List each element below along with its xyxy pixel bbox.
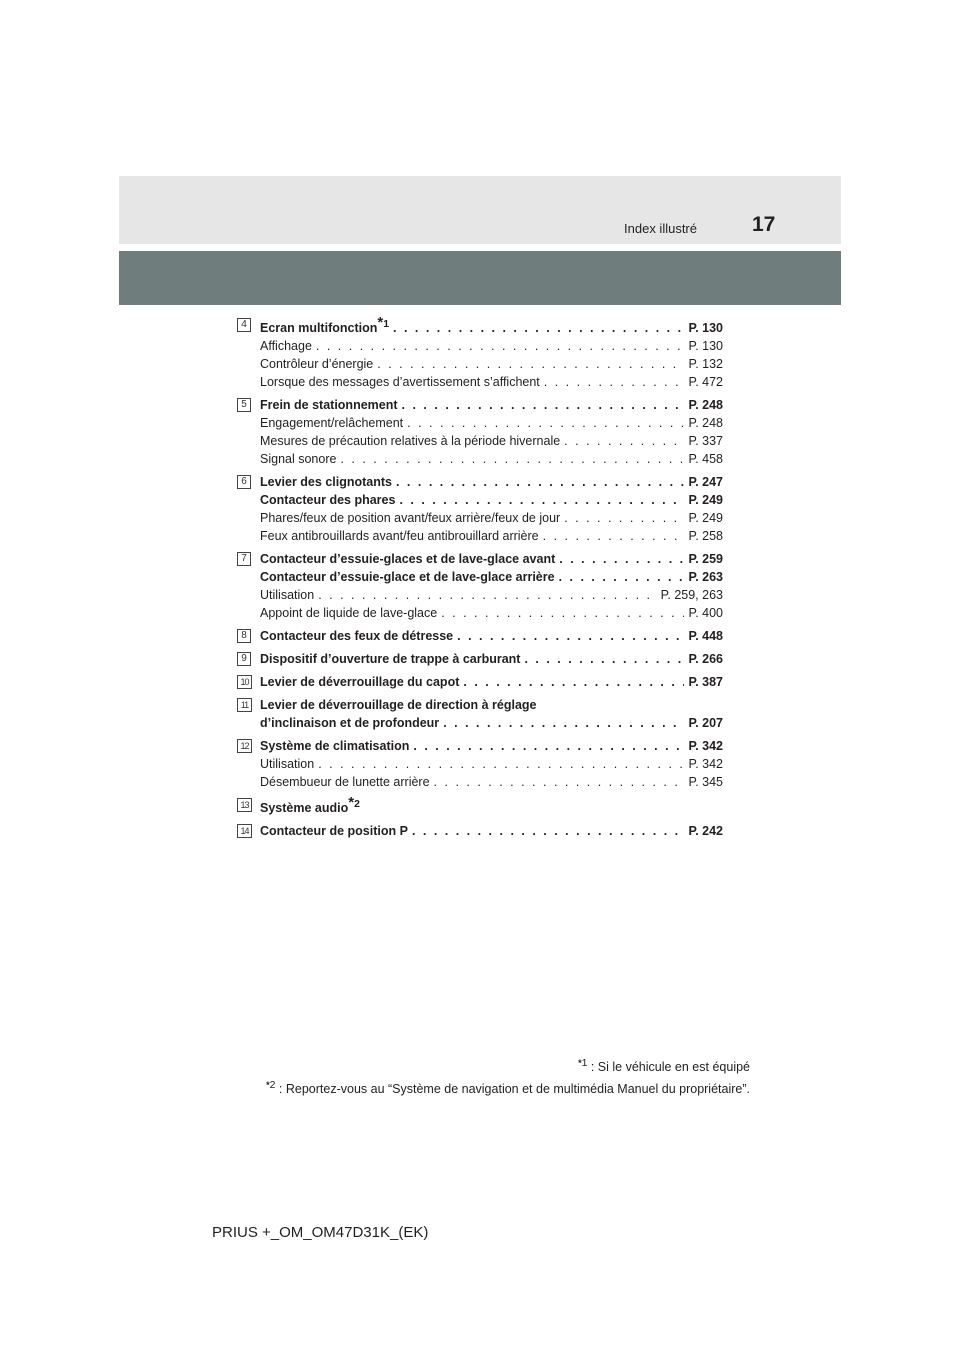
dot-leader — [413, 737, 684, 755]
entry-label — [260, 373, 540, 391]
index-entry[interactable] — [260, 568, 723, 586]
page-reference[interactable]: P. 242 — [688, 824, 723, 839]
entry-label-text: Système audio — [260, 801, 349, 816]
entry-label — [260, 650, 520, 668]
entry-label-text: Contacteur de position P — [260, 824, 408, 839]
index-entry[interactable] — [260, 673, 723, 691]
dot-leader — [524, 650, 684, 668]
dot-leader — [559, 568, 685, 586]
entry-label — [260, 432, 560, 450]
callout-number-badge: 9 — [237, 652, 251, 666]
entry-label-text: Contacteur des phares — [260, 493, 396, 508]
index-entry[interactable] — [260, 414, 723, 432]
header-band-dark — [119, 251, 841, 305]
index-entry[interactable] — [260, 773, 723, 791]
footnote-number: 1 — [581, 1058, 588, 1069]
entry-label-text: Contacteur d’essuie-glace et de lave-glace arrière — [260, 570, 555, 585]
index-entry[interactable] — [260, 586, 723, 604]
dot-leader — [463, 673, 684, 691]
entry-label-text: Appoint de liquide de lave-glace — [260, 606, 438, 621]
index-entry[interactable] — [260, 604, 723, 622]
index-entry[interactable] — [260, 337, 723, 355]
dot-leader — [434, 773, 685, 791]
entry-label-text: Contacteur d’essuie-glaces et de lave-glace avant — [260, 552, 556, 567]
entry-label — [260, 509, 560, 527]
entry-label-text: Système de climatisation — [260, 739, 410, 754]
dot-leader — [316, 337, 685, 355]
callout-number-badge: 14 — [237, 824, 252, 838]
entry-label-text: Feux antibrouillards avant/feu antibrouillard arrière — [260, 529, 539, 544]
callout-number-badge: 12 — [237, 739, 252, 753]
callout-number-badge: 10 — [237, 675, 252, 689]
dot-leader — [402, 396, 685, 414]
dot-leader — [340, 450, 684, 468]
index-entry[interactable] — [260, 737, 723, 755]
page-reference[interactable]: P. 266 — [688, 652, 723, 667]
entry-label-text: Mesures de précaution relatives à la période hivernale — [260, 434, 561, 449]
dot-leader — [396, 473, 684, 491]
entry-label — [260, 737, 409, 755]
entry-label-text: Ecran multifonction — [260, 321, 378, 336]
page-reference[interactable]: P. 259 — [688, 552, 723, 567]
index-group — [237, 316, 723, 391]
index-entry[interactable] — [260, 509, 723, 527]
index-entry[interactable] — [260, 650, 723, 668]
index-entry[interactable] — [260, 316, 723, 337]
entry-label — [260, 414, 403, 432]
entry-label — [260, 794, 360, 816]
entry-label-text: Utilisation — [260, 588, 315, 603]
entry-label — [260, 773, 430, 791]
page-reference[interactable]: P. 207 — [688, 716, 723, 731]
index-list — [237, 316, 723, 845]
index-group — [237, 673, 723, 691]
footnote-star-icon: * — [348, 794, 355, 812]
section-title: Index illustré — [624, 221, 697, 236]
page-reference[interactable]: P. 342 — [688, 739, 723, 754]
dot-leader — [412, 822, 685, 840]
document-code: PRIUS +_OM_OM47D31K_(EK) — [212, 1224, 429, 1241]
footnote-star-icon: * — [377, 314, 384, 331]
footnote-number: 2 — [269, 1080, 276, 1092]
dot-leader — [318, 586, 656, 604]
page-reference[interactable]: P. 263 — [688, 570, 723, 585]
index-group — [237, 627, 723, 645]
index-group — [237, 737, 723, 791]
dot-leader — [564, 432, 684, 450]
page-reference[interactable]: P. 130 — [688, 339, 723, 354]
entry-label-text: d’inclinaison et de profondeur — [260, 716, 440, 731]
entry-label — [260, 355, 373, 373]
footnote-text: : Reportez-vous au “Système de navigation et de multimédia Manuel du propriétaire”. — [275, 1082, 750, 1097]
callout-number-badge: 7 — [237, 552, 251, 566]
footnote-ref: 1 — [383, 319, 390, 330]
index-group — [237, 473, 723, 545]
footnotes — [210, 1058, 750, 1096]
page-reference[interactable]: P. 249 — [688, 511, 723, 526]
page-reference[interactable]: P. 249 — [688, 493, 723, 508]
page-reference[interactable]: P. 337 — [688, 434, 723, 449]
dot-leader — [543, 527, 685, 545]
dot-leader — [399, 491, 684, 509]
entry-label-text: Affichage — [260, 339, 312, 354]
entry-label — [260, 673, 459, 691]
index-entry[interactable] — [260, 627, 723, 645]
entry-label-text: Utilisation — [260, 757, 315, 772]
callout-number-badge: 4 — [237, 318, 251, 332]
page-reference[interactable]: P. 472 — [688, 375, 723, 390]
dot-leader — [544, 373, 685, 391]
page-reference[interactable]: P. 247 — [688, 475, 723, 490]
index-entry[interactable] — [260, 822, 723, 840]
footnote-2 — [210, 1080, 750, 1096]
dot-leader — [407, 414, 684, 432]
entry-label — [260, 822, 408, 840]
page-reference[interactable]: P. 248 — [688, 398, 723, 413]
entry-label — [260, 604, 437, 622]
index-entry[interactable] — [260, 527, 723, 545]
entry-label-text: Phares/feux de position avant/feux arrière/feux de jour — [260, 511, 561, 526]
footnote-ref: 2 — [354, 799, 360, 811]
entry-label-text: Levier des clignotants — [260, 475, 392, 490]
page-reference[interactable]: P. 130 — [688, 321, 723, 336]
entry-label-text: Contacteur des feux de détresse — [260, 629, 454, 644]
entry-label — [260, 316, 389, 337]
entry-label — [260, 568, 555, 586]
index-entry[interactable] — [260, 550, 723, 568]
index-entry[interactable] — [260, 796, 723, 817]
dot-leader — [457, 627, 684, 645]
index-entry[interactable] — [260, 432, 723, 450]
callout-number-badge: 11 — [237, 698, 252, 712]
index-group — [237, 650, 723, 668]
callout-number-badge: 6 — [237, 475, 251, 489]
page-reference[interactable]: P. 259, 263 — [660, 588, 723, 603]
dot-leader — [564, 509, 684, 527]
dot-leader — [318, 755, 684, 773]
index-entry[interactable] — [260, 473, 723, 491]
entry-label — [260, 755, 314, 773]
callout-number-badge: 13 — [237, 798, 252, 812]
entry-label — [260, 550, 555, 568]
entry-label — [260, 491, 395, 509]
entry-label — [260, 586, 314, 604]
index-entry[interactable] — [260, 696, 723, 714]
entry-label-text: Contrôleur d’énergie — [260, 357, 374, 372]
entry-label-text: Engagement/relâchement — [260, 416, 404, 431]
index-entry[interactable] — [260, 355, 723, 373]
index-entry[interactable] — [260, 396, 723, 414]
page-reference[interactable]: P. 342 — [688, 757, 723, 772]
dot-leader — [559, 550, 684, 568]
entry-label-text: Dispositif d’ouverture de trappe à carburant — [260, 652, 521, 667]
index-entry[interactable] — [260, 755, 723, 773]
entry-label-text: Lorsque des messages d’avertissement s’affichent — [260, 375, 540, 390]
entry-label — [260, 714, 439, 732]
entry-label — [260, 337, 312, 355]
entry-label — [260, 627, 453, 645]
callout-number-badge: 8 — [237, 629, 251, 643]
entry-label — [260, 527, 539, 545]
page-reference[interactable]: P. 132 — [688, 357, 723, 372]
page-reference[interactable]: P. 258 — [688, 529, 723, 544]
header-band-light — [119, 176, 841, 244]
entry-label-text: Levier de déverrouillage du capot — [260, 675, 460, 690]
index-group — [237, 822, 723, 840]
index-entry[interactable] — [260, 714, 723, 732]
page-reference[interactable]: P. 400 — [688, 606, 723, 621]
entry-label-text: Levier de déverrouillage de direction à réglage — [260, 698, 537, 713]
entry-label — [260, 450, 336, 468]
callout-number-badge: 5 — [237, 398, 251, 412]
footnote-star-icon: * — [578, 1058, 582, 1068]
entry-label — [260, 473, 392, 491]
index-group — [237, 550, 723, 622]
footnote-text: : Si le véhicule en est équipé — [587, 1060, 750, 1075]
index-group — [237, 796, 723, 817]
dot-leader — [377, 355, 684, 373]
entry-label — [260, 698, 537, 712]
footnote-1 — [210, 1058, 750, 1074]
entry-label-text: Désembueur de lunette arrière — [260, 775, 430, 790]
dot-leader — [393, 319, 684, 337]
page-reference[interactable]: P. 448 — [688, 629, 723, 644]
index-entry[interactable] — [260, 373, 723, 391]
index-entry[interactable] — [260, 491, 723, 509]
page-reference[interactable]: P. 248 — [688, 416, 723, 431]
entry-label — [260, 396, 398, 414]
entry-label-text: Signal sonore — [260, 452, 337, 467]
index-group — [237, 396, 723, 468]
index-entry[interactable] — [260, 450, 723, 468]
page-reference[interactable]: P. 387 — [688, 675, 723, 690]
page-number: 17 — [752, 213, 776, 236]
dot-leader — [441, 604, 684, 622]
dot-leader — [443, 714, 684, 732]
entry-label-text: Frein de stationnement — [260, 398, 398, 413]
index-group — [237, 696, 723, 732]
footnote-star-icon: * — [266, 1080, 270, 1091]
page-reference[interactable]: P. 345 — [688, 775, 723, 790]
page-reference[interactable]: P. 458 — [688, 452, 723, 467]
